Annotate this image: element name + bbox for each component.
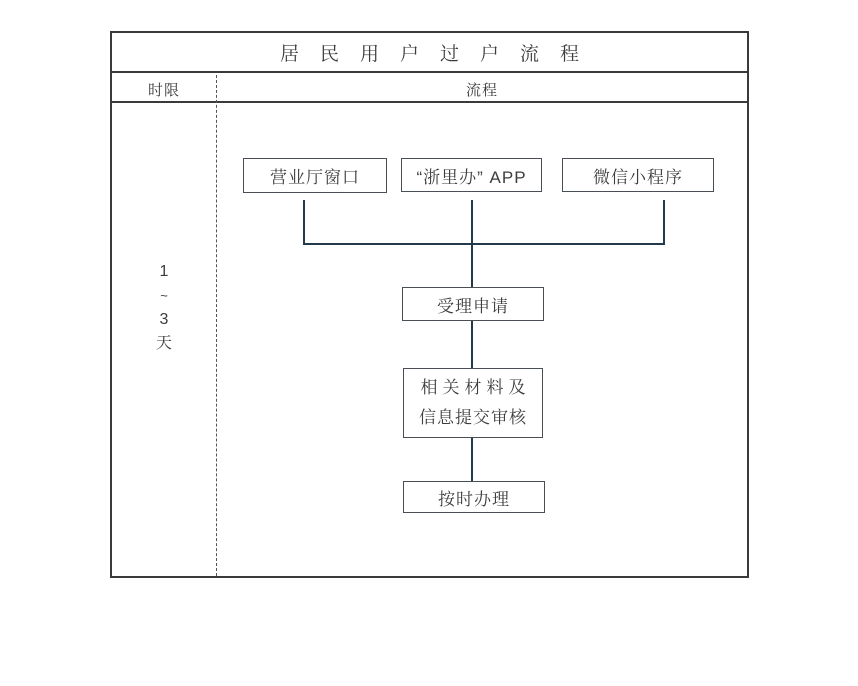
time-limit-line: 天 <box>155 335 172 352</box>
time-limit-line: 1 <box>159 263 169 280</box>
column-divider-dashed-line <box>216 75 217 576</box>
connector-app-stub <box>471 200 473 244</box>
connector-hall-stub <box>303 200 305 244</box>
materials-review-line1: 相关材料及 <box>420 378 531 397</box>
process-column-header: 流程 <box>465 81 498 99</box>
node-wechat-mini-program: 微信小程序 <box>562 158 714 192</box>
time-limit-column-header: 时限 <box>147 81 180 99</box>
node-handle-on-time: 按时办理 <box>403 481 545 513</box>
time-limit-value <box>112 260 216 356</box>
node-business-hall-window: 营业厅窗口 <box>243 158 387 193</box>
connector-merge-bracket <box>303 243 665 245</box>
materials-review-line2: 信息提交审核 <box>419 408 527 427</box>
connector-to-materials <box>471 321 473 368</box>
page-title: 居民用户过户流程 <box>112 33 747 73</box>
time-limit-line: 3 <box>159 311 169 328</box>
node-zheliban-app: “浙里办” APP <box>401 158 542 192</box>
node-accept-application: 受理申请 <box>402 287 544 321</box>
connector-to-accept <box>471 243 473 287</box>
process-table <box>110 31 749 578</box>
time-limit-tilde: ~ <box>160 288 168 303</box>
connector-wechat-stub <box>663 200 665 244</box>
node-materials-review <box>403 368 543 438</box>
table-header-row <box>112 75 747 103</box>
connector-to-handle <box>471 438 473 481</box>
